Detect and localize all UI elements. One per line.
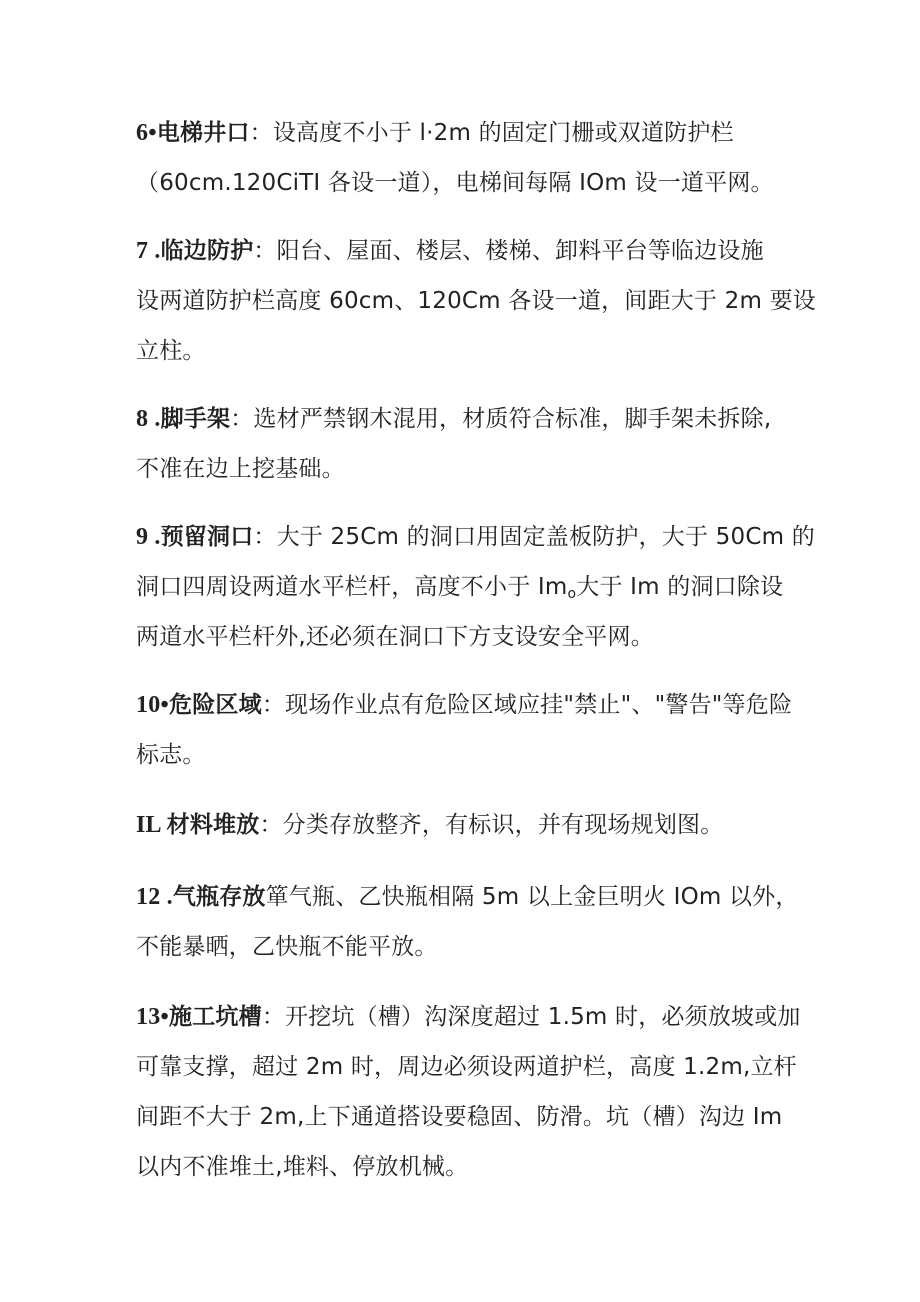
item-13-line-2: 可靠支撑，超过 2m 时，周边必须设两道护栏，高度 1.2m,立杆 <box>136 1054 797 1080</box>
item-9-line-3: 两道水平栏杆外,还必须在洞口下方支设安全平网。 <box>136 624 654 650</box>
item-13-line-1 <box>136 992 801 1042</box>
item-title: 施工坑槽 <box>169 1004 262 1030</box>
item-12 <box>136 872 799 972</box>
item-title: 预留洞口 <box>160 524 254 550</box>
item-text: ：大于 25Cm 的洞口用固定盖板防护，大于 50Cm 的 <box>253 524 815 550</box>
item-title: 危险区域 <box>169 692 262 718</box>
item-7-line-1 <box>136 226 796 276</box>
item-9-line-2: 洞口四周设两道水平栏杆，高度不小于 $Im_o$大于 Im 的洞口除设 <box>136 574 784 602</box>
item-text: ：现场作业点有危险区域应挂"禁止"、"警告"等危险 <box>261 692 793 718</box>
item-6 <box>136 108 796 208</box>
item-number: 7 . <box>136 238 161 264</box>
subscript-o: o <box>567 586 577 602</box>
item-number: 9 . <box>136 524 161 550</box>
item-text: ：开挖坑（槽）沟深度超过 1.5m 时，必须放坡或加 <box>261 1004 801 1030</box>
item-number: 10• <box>136 692 170 718</box>
item-text: ：选材严禁钢木混用，材质符合标准，脚手架未拆除, <box>230 406 772 432</box>
item-title: 脚手架 <box>160 406 231 432</box>
item-title: 电梯井口 <box>156 120 250 146</box>
item-6-line-1 <box>136 108 796 158</box>
item-9-line-1 <box>136 512 815 562</box>
item-11 <box>136 800 796 850</box>
item-title: 临边防护 <box>160 238 254 264</box>
item-7 <box>136 226 816 376</box>
item-text: 箪气瓶、乙快瓶相隔 5m 以上金巨明火 IOm 以外， <box>265 884 799 910</box>
item-11-line-1 <box>136 800 796 850</box>
item-13-line-3: 间距不大于 2m,上下通道搭设要稳固、防滑。坑（槽）沟边 Im <box>136 1104 783 1130</box>
item-text: ：阳台、屋面、楼层、楼梯、卸料平台等临边设施 <box>253 238 764 264</box>
item-8-line-2: 不准在边上挖基础。 <box>136 456 345 482</box>
item-title: 气瓶存放 <box>172 884 266 910</box>
item-number: 13• <box>136 1004 170 1030</box>
item-12-line-1 <box>136 872 799 922</box>
item-number: 12 . <box>136 884 173 910</box>
item-title: 材料堆放 <box>166 812 260 838</box>
item-6-line-2: （60cm.120CiTI 各设一道），电梯间每隔 IOm 设一道平网。 <box>136 170 774 196</box>
item-number: 8 . <box>136 406 161 432</box>
item-10 <box>136 680 796 780</box>
item-9 <box>136 512 815 662</box>
item-12-line-2: 不能暴晒，乙快瓶不能平放。 <box>136 934 438 960</box>
item-7-line-3: 立柱。 <box>136 338 206 364</box>
item-number: 6• <box>136 120 157 146</box>
item-10-line-2: 标志。 <box>136 742 206 768</box>
item-8-line-1 <box>136 394 796 444</box>
item-number: IL <box>136 812 167 838</box>
item-7-line-2: 设两道防护栏高度 60cm、120Cm 各设一道，间距大于 2m 要设 <box>136 288 816 314</box>
item-8 <box>136 394 796 494</box>
item-13 <box>136 992 801 1192</box>
item-text: ：设高度不小于 l·2m 的固定门栅或双道防护栏 <box>249 120 734 146</box>
item-13-line-4: 以内不准堆土,堆料、停放机械。 <box>136 1154 469 1180</box>
item-10-line-1 <box>136 680 796 730</box>
item-text: ：分类存放整齐，有标识，并有现场规划图。 <box>259 812 724 838</box>
